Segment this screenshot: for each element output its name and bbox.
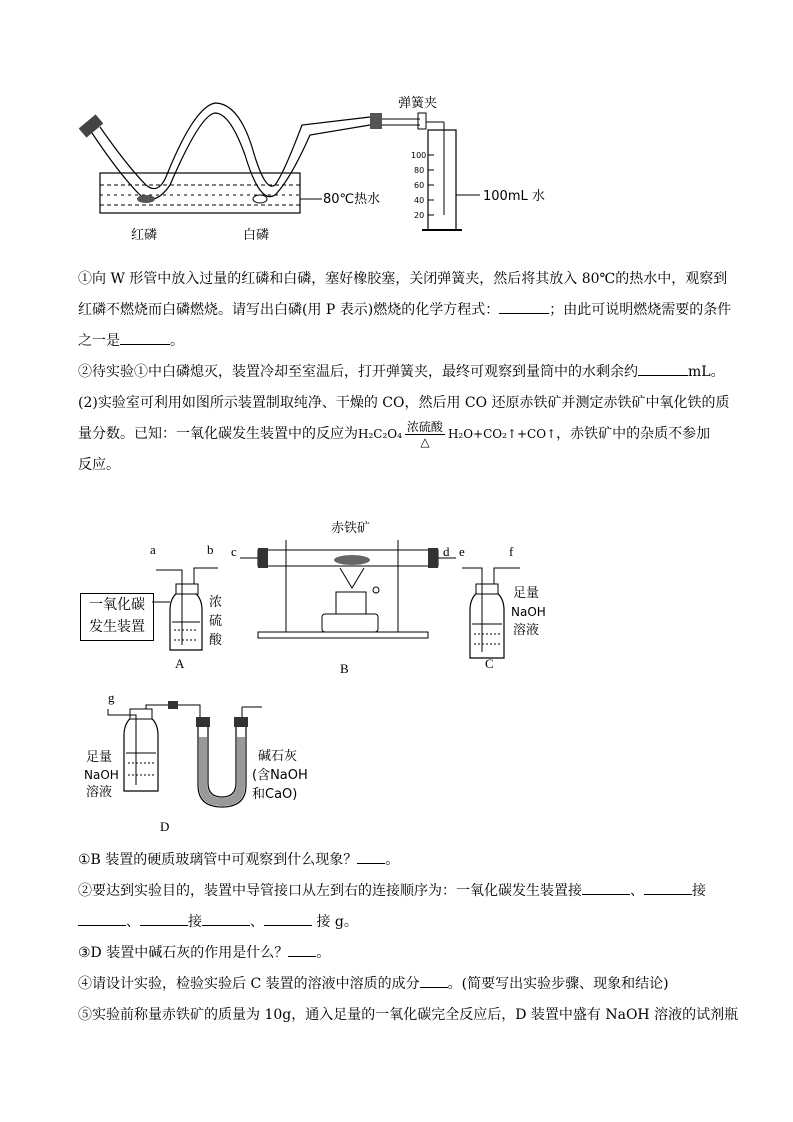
p3-line2-b: ，赤铁矿中的杂质不参加 bbox=[556, 426, 711, 442]
q2-sep1: 、 bbox=[630, 883, 644, 899]
red-phosphorus bbox=[137, 195, 155, 203]
caption-d: D bbox=[160, 819, 170, 834]
question-text-part1 bbox=[78, 264, 732, 481]
p2-a: ②待实验①中白磷熄灭，装置冷却至室温后，打开弹簧夹，最终可观察到量筒中的水剩余约 bbox=[78, 364, 638, 380]
soda-lime-line1: 碱石灰 bbox=[258, 749, 298, 764]
co-generator-line1: 一氧化碳 bbox=[89, 597, 145, 613]
q4-b: 。(简要写出实验步骤、现象和结论) bbox=[447, 976, 669, 992]
hematite-label: 赤铁矿 bbox=[331, 521, 371, 536]
port-g-label: g bbox=[108, 690, 115, 705]
p2-b: mL。 bbox=[688, 364, 725, 380]
q2-line1 bbox=[78, 876, 718, 907]
bottle-d bbox=[108, 701, 200, 791]
cylinder-tick-20: 20 bbox=[414, 211, 425, 220]
conc-acid-char3: 酸 bbox=[209, 633, 223, 648]
white-phosphorus-label: 白磷 bbox=[243, 228, 270, 243]
p1-line2-b: ；由此可说明燃烧需要的条件 bbox=[549, 302, 732, 318]
naoh-d-line2: NaOH bbox=[84, 768, 119, 782]
white-phosphorus bbox=[253, 195, 267, 203]
answer-blank-equation[interactable] bbox=[499, 298, 549, 314]
port-b-label: b bbox=[207, 542, 214, 557]
q2-line1-b: 接 bbox=[692, 883, 706, 899]
p1-line2 bbox=[78, 295, 732, 326]
caption-a: A bbox=[175, 656, 185, 671]
naoh-d-line3: 溶液 bbox=[86, 785, 113, 800]
q4-a: ④请设计实验，检验实验后 C 装置的溶液中溶质的成分 bbox=[78, 976, 420, 992]
q3-b: 。 bbox=[316, 945, 331, 961]
q3-line bbox=[78, 938, 718, 969]
p1-line3 bbox=[78, 326, 718, 357]
red-phosphorus-label: 红磷 bbox=[131, 228, 158, 243]
cylinder-volume-label: 100mL 水 bbox=[483, 189, 545, 204]
q2-mid: 接 bbox=[188, 914, 202, 930]
q2-sep3: 、 bbox=[250, 914, 264, 930]
conc-acid-char1: 浓 bbox=[209, 595, 223, 610]
apparatus-b bbox=[240, 540, 456, 638]
caption-b: B bbox=[340, 661, 349, 676]
equation-reactant: H₂C₂O₄ bbox=[358, 427, 402, 441]
naoh-c-line3: 溶液 bbox=[513, 623, 540, 638]
naoh-c-line1: 足量 bbox=[513, 586, 540, 601]
q1-line bbox=[78, 845, 718, 876]
spring-clip-label: 弹簧夹 bbox=[398, 96, 438, 111]
port-c-label: c bbox=[231, 544, 237, 559]
equation-heat: △ bbox=[420, 434, 430, 449]
conc-acid-char2: 硫 bbox=[209, 614, 223, 629]
p1-line3-b: 。 bbox=[170, 333, 184, 349]
cylinder-tick-100: 100 bbox=[411, 151, 427, 160]
equation-condition bbox=[405, 420, 445, 449]
p1-line1: ①向 W 形管中放入过量的红磷和白磷，塞好橡胶塞，关闭弹簧夹，然后将其放入 80℃的热水中，观察到 bbox=[78, 271, 728, 287]
w-tube-diagram bbox=[70, 95, 550, 250]
q3-a: ③D 装置中碱石灰的作用是什么？ bbox=[78, 945, 289, 961]
q4-line bbox=[78, 969, 718, 1000]
q2-line1-a: ②要达到实验目的，装置中导管接口从左到右的连接顺序为：一氧化碳发生装置接 bbox=[78, 883, 582, 899]
answer-blank-q2-2[interactable] bbox=[644, 879, 692, 895]
soda-lime-line3: 和CaO) bbox=[252, 787, 298, 802]
p1-line2-a: 红磷不燃烧而白磷燃烧。请写出白磷(用 P 表示)燃烧的化学方程式： bbox=[78, 302, 500, 318]
q2-line2 bbox=[78, 907, 718, 938]
equation-products: H₂O+CO₂↑+CO↑ bbox=[447, 427, 557, 441]
answer-blank-q2-4[interactable] bbox=[140, 910, 188, 926]
port-e-label: e bbox=[459, 544, 465, 559]
naoh-c-line2: NaOH bbox=[511, 605, 546, 619]
apparatus-abc-diagram bbox=[140, 540, 740, 680]
port-a-label: a bbox=[150, 542, 156, 557]
q1-b: 。 bbox=[385, 852, 400, 868]
answer-blank-q2-1[interactable] bbox=[582, 879, 630, 895]
q2-sep2: 、 bbox=[126, 914, 140, 930]
p2-line bbox=[78, 357, 725, 388]
answer-blank-q3[interactable] bbox=[288, 941, 316, 957]
q2-end: 接 g。 bbox=[312, 914, 358, 930]
figure-w-tube bbox=[70, 95, 550, 250]
q5-line: ⑤实验前称量赤铁矿的质量为 10g，通入足量的一氧化碳完全反应后，D 装置中盛有 NaOH 溶液的试剂瓶 bbox=[78, 1007, 739, 1023]
caption-c: C bbox=[485, 656, 494, 671]
cylinder-tick-60: 60 bbox=[414, 181, 425, 190]
p3-line2-a: 量分数。已知：一氧化碳发生装置中的反应为 bbox=[78, 426, 358, 442]
soda-lime-line2: (含NaOH bbox=[252, 768, 308, 783]
naoh-d-line1: 足量 bbox=[86, 750, 113, 765]
equation-catalyst: 浓硫酸 bbox=[406, 419, 443, 434]
answer-blank-q1[interactable] bbox=[357, 848, 385, 864]
answer-blank-q4[interactable] bbox=[420, 972, 448, 988]
question-text-part2 bbox=[78, 845, 739, 1031]
hot-water-label: 80℃热水 bbox=[323, 192, 381, 207]
q1-a: ①B 装置的硬质玻璃管中可观察到什么现象？ bbox=[78, 852, 358, 868]
port-d-label: d bbox=[443, 544, 450, 559]
answer-blank-q2-3[interactable] bbox=[78, 910, 126, 926]
hematite-sample bbox=[334, 555, 370, 565]
p3-line1: (2)实验室可利用如图所示装置制取纯净、干燥的 CO，然后用 CO 还原赤铁矿并测定赤铁矿中氧化铁的质 bbox=[78, 395, 730, 411]
p3-line3: 反应。 bbox=[78, 457, 120, 473]
answer-blank-water-ml[interactable] bbox=[638, 360, 688, 376]
port-f-label: f bbox=[509, 544, 514, 559]
cylinder-tick-40: 40 bbox=[414, 196, 425, 205]
answer-blank-q2-5[interactable] bbox=[202, 910, 250, 926]
co-generator-line2: 发生装置 bbox=[89, 619, 145, 635]
p1-line3-a: 之一是 bbox=[78, 333, 120, 349]
p3-line2 bbox=[78, 419, 718, 450]
cylinder-tick-80: 80 bbox=[414, 166, 425, 175]
answer-blank-q2-6[interactable] bbox=[264, 910, 312, 926]
answer-blank-condition[interactable] bbox=[120, 329, 170, 345]
